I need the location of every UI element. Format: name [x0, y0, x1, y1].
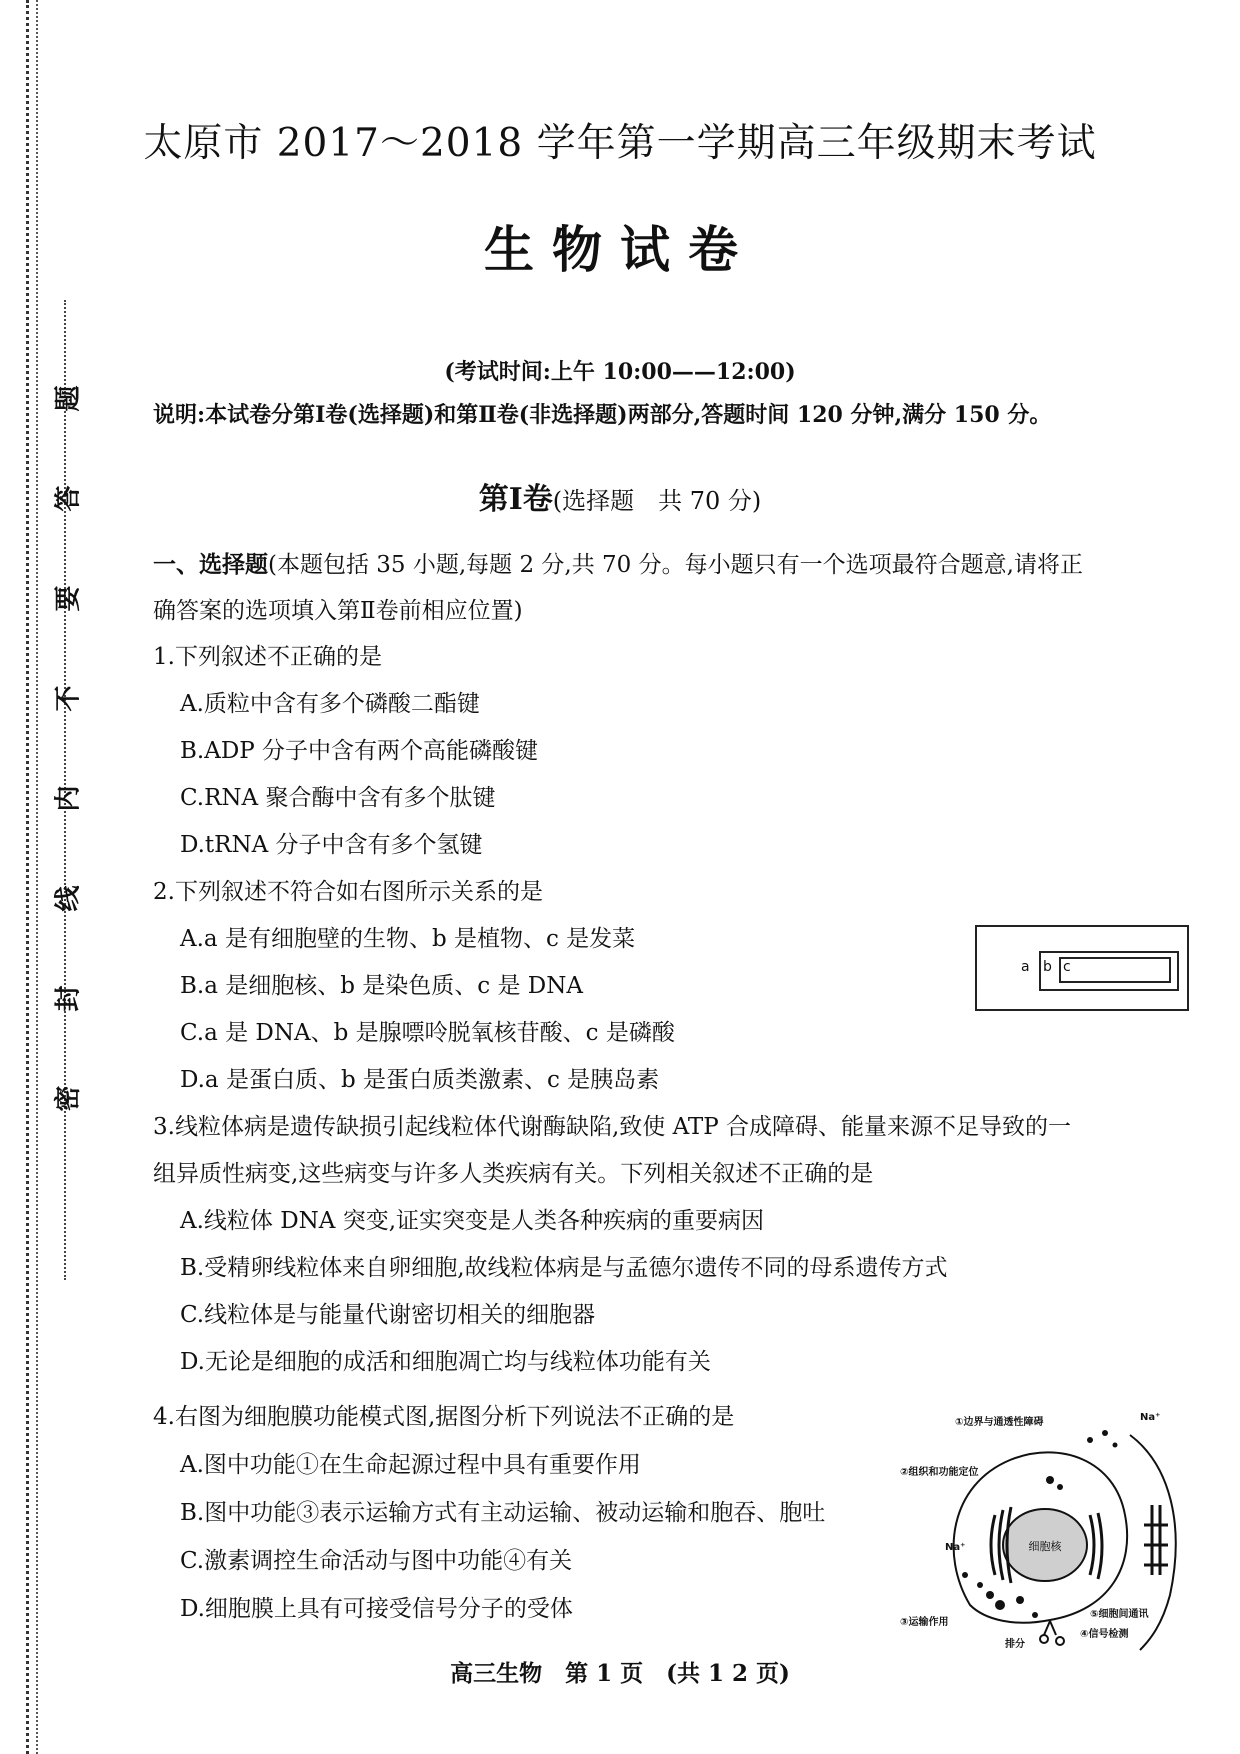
- question-4-stem: 4.右图为细胞膜功能模式图,据图分析下列说法不正确的是: [153, 1404, 735, 1430]
- question-2-option-b: B.a 是细胞核、b 是染色质、c 是 DNA: [180, 973, 583, 999]
- question-1-option-c: C.RNA 聚合酶中含有多个肽键: [180, 785, 496, 811]
- box-label-c: c: [1063, 959, 1071, 975]
- margin-word-4: 内: [53, 785, 84, 812]
- question-2-stem: 2.下列叙述不符合如右图所示关系的是: [153, 879, 543, 905]
- question-4-option-c: C.激素调控生命活动与图中功能④有关: [180, 1548, 573, 1574]
- question-2-option-d: D.a 是蛋白质、b 是蛋白质类激素、c 是胰岛素: [180, 1067, 660, 1093]
- margin-word-2: 封: [53, 985, 84, 1012]
- question-1-stem: 1.下列叙述不正确的是: [153, 644, 382, 670]
- margin-word-5: 不: [53, 685, 84, 712]
- box-c: [1059, 957, 1171, 983]
- receptor: [1040, 1621, 1064, 1645]
- page-footer: 高三生物 第 1 页 (共 1 2 页): [450, 1660, 790, 1687]
- label-communication: ⑤细胞间通讯: [1090, 1609, 1149, 1620]
- part-sub: (选择题 共 70 分): [552, 487, 762, 515]
- part-label: 第Ⅰ卷: [478, 482, 553, 517]
- question-1-option-d: D.tRNA 分子中含有多个氢键: [180, 832, 483, 858]
- channel-protein: [1144, 1505, 1168, 1575]
- question-3-option-d: D.无论是细胞的成活和细胞凋亡均与线粒体功能有关: [180, 1349, 711, 1375]
- label-organization: ②组织和功能定位: [900, 1467, 979, 1478]
- exam-time: (考试时间:上午 10:00——12:00): [444, 359, 796, 385]
- question-3-option-a: A.线粒体 DNA 突变,证实突变是人类各种疾病的重要病因: [180, 1208, 765, 1234]
- label-na-1: Na⁺: [945, 1542, 966, 1553]
- question-3-stem-2: 组异质性病变,这些病变与许多人类疾病有关。下列相关叙述不正确的是: [153, 1161, 874, 1187]
- question-3-stem-1: 3.线粒体病是遗传缺损引起线粒体代谢酶缺陷,致使 ATP 合成障碍、能量来源不足导致的一: [153, 1114, 1072, 1140]
- exam-instructions: 说明:本试卷分第Ⅰ卷(选择题)和第Ⅱ卷(非选择题)两部分,答题时间 120 分钟,满分 150 分。: [153, 402, 1052, 428]
- label-excrete: 排分: [1005, 1639, 1025, 1650]
- question-2-option-c: C.a 是 DNA、b 是腺嘌呤脱氧核苷酸、c 是磷酸: [180, 1020, 675, 1046]
- margin-word-7: 答: [53, 485, 84, 512]
- nucleus-label: 细胞核: [1028, 1540, 1062, 1553]
- question-2-option-a: A.a 是有细胞壁的生物、b 是植物、c 是发菜: [180, 926, 636, 952]
- label-boundary: ①边界与通透性障碍: [955, 1417, 1044, 1428]
- section-heading: 一、选择题: [153, 551, 268, 578]
- margin-word-1: 密: [53, 1085, 84, 1112]
- label-signal: ④信号检测: [1080, 1629, 1129, 1640]
- question-4-option-b: B.图中功能③表示运输方式有主动运输、被动运输和胞吞、胞吐: [180, 1500, 826, 1526]
- question-4-option-a: A.图中功能①在生命起源过程中具有重要作用: [180, 1452, 641, 1478]
- question-1-option-a: A.质粒中含有多个磷酸二酯键: [180, 691, 480, 717]
- box-label-a: a: [1021, 959, 1030, 975]
- part-heading: [0, 474, 1240, 518]
- margin-word-3: 线: [53, 885, 84, 912]
- nucleus: [1003, 1509, 1087, 1581]
- question-3-option-b: B.受精卵线粒体来自卵细胞,故线粒体病是与孟德尔遗传不同的母系遗传方式: [180, 1255, 948, 1281]
- question-4-option-d: D.细胞膜上具有可接受信号分子的受体: [180, 1596, 573, 1622]
- section-instructions-2: 确答案的选项填入第Ⅱ卷前相应位置): [153, 598, 523, 624]
- question-3-option-c: C.线粒体是与能量代谢密切相关的细胞器: [180, 1302, 596, 1328]
- exam-subject: 生物试卷: [484, 221, 756, 279]
- exam-title: 太原市 2017～2018 学年第一学期高三年级期末考试: [143, 121, 1097, 166]
- cell-membrane-diagram: [900, 1405, 1200, 1655]
- section-instructions-1: (本题包括 35 小题,每题 2 分,共 70 分。每小题只有一个选项最符合题意,请将正: [268, 552, 1083, 578]
- nested-box-diagram: [975, 925, 1189, 1011]
- box-label-b: b: [1043, 959, 1052, 975]
- label-transport: ③运输作用: [900, 1617, 949, 1628]
- label-na-2: Na⁺: [1140, 1412, 1161, 1423]
- question-1-option-b: B.ADP 分子中含有两个高能磷酸键: [180, 738, 539, 764]
- section-line-1: [153, 546, 1083, 579]
- margin-word-8: 题: [53, 385, 84, 412]
- margin-word-6: 要: [53, 585, 84, 612]
